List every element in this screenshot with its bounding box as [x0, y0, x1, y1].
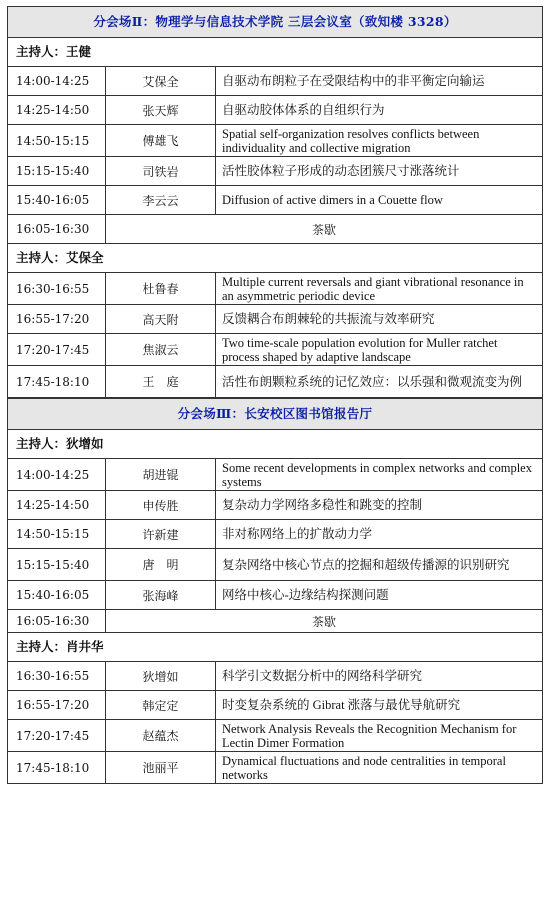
- talk-title-cell: 复杂网络中核心节点的挖掘和超级传播源的识别研究: [222, 557, 510, 572]
- session-host: 主持人：艾保全: [8, 244, 542, 273]
- table-row: [8, 752, 542, 783]
- talk-title-cell: 活性胶体粒子形成的动态团簇尺寸涨落统计: [222, 164, 460, 178]
- table-row: [8, 366, 542, 398]
- time-cell: 16:55-17:20: [8, 305, 106, 333]
- table-row: [8, 96, 542, 125]
- venue-header: 分会场Ⅲ：长安校区图书馆报告厅: [8, 398, 542, 430]
- time-cell: 16:05-16:30: [8, 610, 106, 632]
- time-cell: 17:20-17:45: [8, 720, 106, 751]
- table-row: [8, 157, 542, 186]
- talk-title-cell: Dynamical fluctuations and node centralities in temporal networks: [222, 753, 506, 782]
- time-cell: 16:55-17:20: [8, 691, 106, 719]
- speaker-cell: 高天附: [106, 305, 216, 333]
- speaker-cell: 赵蕴杰: [106, 720, 216, 751]
- talk-title-cell: Two time-scale population evolution for Muller ratchet process shaped by adaptive landscape: [222, 335, 498, 364]
- table-row: [8, 581, 542, 610]
- talk-title-cell: Diffusion of active dimers in a Couette flow: [222, 193, 443, 207]
- talk-title-cell: Network Analysis Reveals the Recognition Mechanism for Lectin Dimer Formation: [222, 721, 517, 750]
- speaker-cell: 胡进锟: [106, 459, 216, 490]
- table-row: [8, 186, 542, 215]
- table-row: [8, 720, 542, 752]
- time-cell: 17:45-18:10: [8, 366, 106, 397]
- speaker-cell: 李云云: [106, 186, 216, 214]
- talk-title-cell: 时变复杂系统的 Gibrat 涨落与最优导航研究: [222, 698, 461, 712]
- table-row: [8, 125, 542, 157]
- speaker-cell: 傅雄飞: [106, 125, 216, 156]
- talk-title-cell: 网络中核心-边缘结构探测问题: [222, 588, 389, 602]
- talk-title-cell: 活性布朗颗粒系统的记忆效应：以乐强和微观流变为例: [222, 374, 523, 389]
- time-cell: 16:05-16:30: [8, 215, 106, 243]
- table-row: [8, 273, 542, 305]
- table-row: [8, 334, 542, 366]
- talk-title-cell: 科学引文数据分析中的网络科学研究: [222, 669, 423, 683]
- time-cell: 14:25-14:50: [8, 96, 106, 124]
- speaker-cell: 许新建: [106, 520, 216, 548]
- talk-title-cell: 自驱动布朗粒子在受限结构中的非平衡定向输运: [222, 74, 485, 88]
- speaker-cell: 张天辉: [106, 96, 216, 124]
- speaker-cell: 王 庭: [106, 366, 216, 397]
- talk-title-cell: 反馈耦合布朗棘轮的共振流与效率研究: [222, 312, 435, 326]
- speaker-cell: 申传胜: [106, 491, 216, 519]
- speaker-cell: 艾保全: [106, 67, 216, 95]
- table-row: [8, 459, 542, 491]
- time-cell: 14:00-14:25: [8, 459, 106, 490]
- time-cell: 15:15-15:40: [8, 549, 106, 580]
- session-host: 主持人：肖井华: [8, 633, 542, 662]
- table-row: [8, 691, 542, 720]
- table-row: [8, 662, 542, 691]
- table-row: [8, 215, 542, 244]
- talk-title-cell: 复杂动力学网络多稳性和跳变的控制: [222, 498, 423, 512]
- table-row: [8, 520, 542, 549]
- time-cell: 15:15-15:40: [8, 157, 106, 185]
- talk-title-cell: Some recent developments in complex networks and complex systems: [222, 460, 532, 489]
- talk-title-cell: Spatial self-organization resolves conflicts between individuality and collective migration: [222, 126, 480, 155]
- speaker-cell: 韩定定: [106, 691, 216, 719]
- time-cell: 16:30-16:55: [8, 273, 106, 304]
- time-cell: 14:50-15:15: [8, 125, 106, 156]
- time-cell: 17:20-17:45: [8, 334, 106, 365]
- tea-break-cell: 茶歇: [311, 222, 336, 237]
- table-row: [8, 549, 542, 581]
- time-cell: 14:00-14:25: [8, 67, 106, 95]
- speaker-cell: 狄增如: [106, 662, 216, 690]
- venue-header: 分会场Ⅱ：物理学与信息技术学院 三层会议室（致知楼 3328）: [8, 7, 542, 38]
- speaker-cell: 杜鲁春: [106, 273, 216, 304]
- speaker-cell: 司铁岩: [106, 157, 216, 185]
- talk-title-cell: Multiple current reversals and giant vibrational resonance in an asymmetric periodic device: [222, 274, 524, 303]
- talk-title-cell: 非对称网络上的扩散动力学: [222, 527, 373, 541]
- speaker-cell: 唐 明: [106, 549, 216, 580]
- session-host: 主持人：狄增如: [8, 430, 542, 459]
- time-cell: 14:50-15:15: [8, 520, 106, 548]
- table-row: [8, 305, 542, 334]
- schedule-table: [7, 6, 543, 784]
- table-row: [8, 610, 542, 633]
- time-cell: 16:30-16:55: [8, 662, 106, 690]
- talk-title-cell: 自驱动胶体体系的自组织行为: [222, 103, 385, 117]
- time-cell: 15:40-16:05: [8, 581, 106, 609]
- speaker-cell: 张海峰: [106, 581, 216, 609]
- tea-break-cell: 茶歇: [311, 614, 336, 629]
- time-cell: 15:40-16:05: [8, 186, 106, 214]
- session-host: 主持人：王健: [8, 38, 542, 67]
- time-cell: 14:25-14:50: [8, 491, 106, 519]
- time-cell: 17:45-18:10: [8, 752, 106, 783]
- table-row: [8, 67, 542, 96]
- table-row: [8, 491, 542, 520]
- speaker-cell: 池丽平: [106, 752, 216, 783]
- speaker-cell: 焦淑云: [106, 334, 216, 365]
